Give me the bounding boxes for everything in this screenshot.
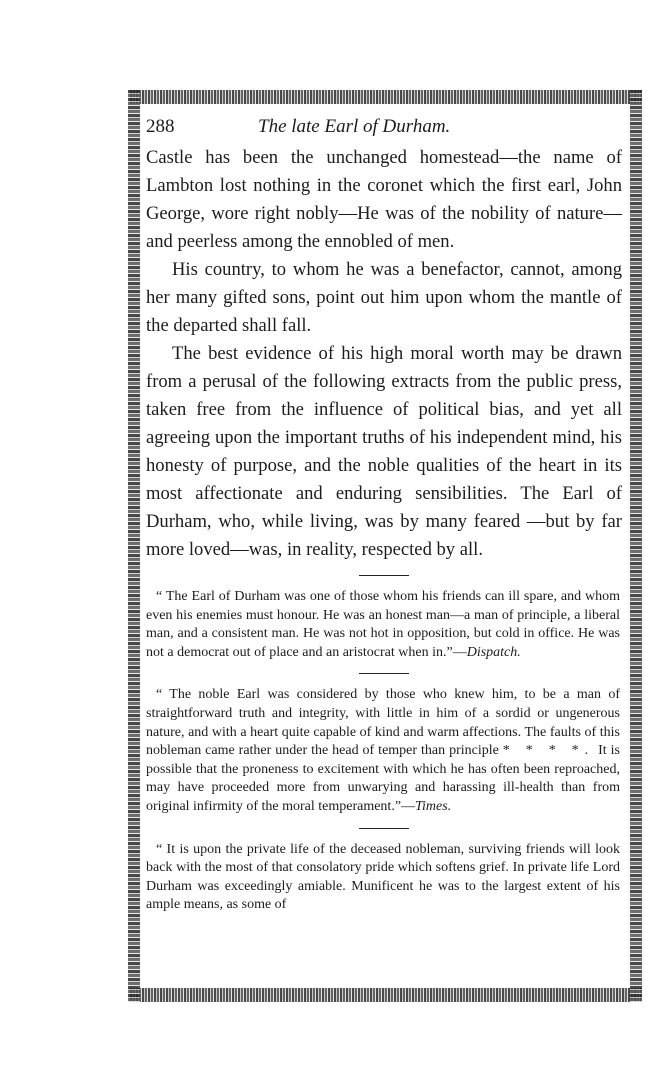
quote-source: Times.: [415, 798, 452, 814]
quote-text: “ It is upon the private life of the deceased nobleman, surviving friends will look back with the most of that consolatory pride which softens grief. In private life Lord Durham was exceedingly amiable. Munificent he was to the largest extent of his ample means, as some of: [146, 841, 620, 913]
body-text: [146, 144, 622, 564]
press-quote-private-life: [146, 841, 620, 915]
press-quote-dispatch: [146, 588, 620, 662]
ellipsis-stars: * * * *.: [502, 743, 595, 759]
quote-text: “ The noble Earl was considered by those who knew him, to be a man of straightforward truth and integrity, with little in him of a sordid or ungenerous nature, and with a heart quite capable of kind and warm affections. The faults of this nobleman came rather under the head of temper than principle: [146, 687, 620, 759]
page-header: [146, 112, 622, 144]
ornamental-border-right: [630, 90, 642, 1002]
quote-text: “ The Earl of Durham was one of those whom his friends can ill spare, and whom even his enemies must honour. He was an honest man—a man of principle, a liberal man, and a consistent man. He was not hot in opposition, but cold in office. He was not a democrat out of place and an aristocrat when in.”—: [146, 589, 620, 660]
ornamental-border-top: [130, 90, 642, 104]
press-quote-times: [146, 686, 620, 816]
quote-text: It is possible that the proneness to excitement with which he has often been reproached, may have proceeded more from unwarying and harassing ill-health than from original infirmity of the moral temperament.”—: [146, 743, 621, 814]
paragraph: Castle has been the unchanged homestead—the name of Lambton lost nothing in the coronet which the first earl, John George, wore right nobly—He was of the nobility of nature—and peerless among the ennobled of men.: [146, 147, 622, 252]
section-rule: [359, 828, 409, 829]
book-page: [146, 112, 622, 982]
page-number: 288: [146, 116, 175, 137]
paragraph: The best evidence of his high moral worth may be drawn from a perusal of the following extracts from the public press, taken free from the influence of political bias, and yet all agreeing upon the important truths of his independent mind, his honesty of purpose, and the noble qualities of the heart in its most affectionate and enduring sensibilities. The Earl of Durham, who, while living, was by many feared —but by far more loved—was, in reality, respected by all.: [146, 343, 622, 560]
ornamental-border-bottom: [130, 988, 642, 1002]
ornamental-border-left: [128, 90, 140, 1002]
quote-source: Dispatch.: [466, 644, 521, 660]
paragraph: His country, to whom he was a benefactor, cannot, among her many gifted sons, point out him upon whom the mantle of the departed shall fall.: [146, 259, 622, 336]
running-title: The late Earl of Durham.: [258, 116, 451, 137]
section-rule: [359, 575, 409, 576]
section-rule: [359, 673, 409, 674]
